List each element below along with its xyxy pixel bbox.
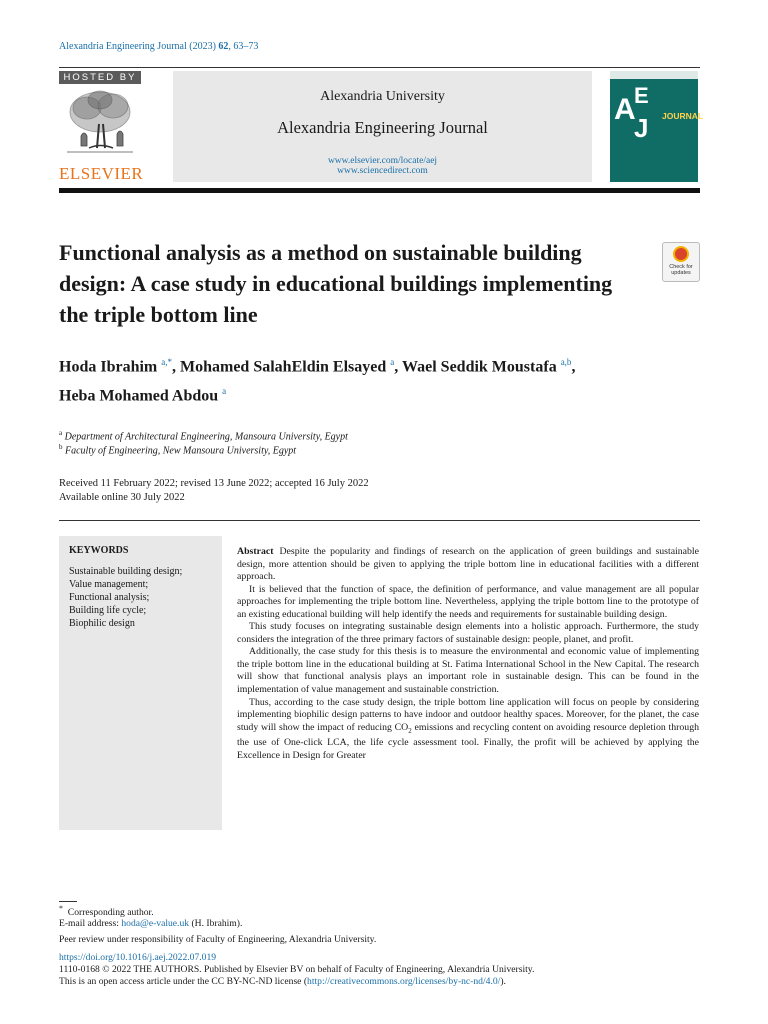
copyright-note: 1110-0168 © 2022 THE AUTHORS. Published by Elsevier BV on behalf of Faculty of Engineering, Alexandria University. xyxy=(59,964,535,975)
author-affiliation-mark[interactable]: a,* xyxy=(161,357,172,367)
author-name[interactable]: Wael Seddik Moustafa xyxy=(402,358,557,376)
check-for-updates-button[interactable] xyxy=(662,242,700,282)
crossmark-label-1: Check for xyxy=(669,264,693,270)
footnote-rule xyxy=(59,901,77,902)
cover-journal-word: JOURNAL xyxy=(662,111,704,121)
journal-citation[interactable]: Alexandria Engineering Journal (2023) 62, 63–73 xyxy=(59,41,259,52)
author-name[interactable]: Heba Mohamed Abdou xyxy=(59,387,219,405)
affiliation: $^b$ Faculty of Engineering, New Mansoura University, Egypt xyxy=(59,443,297,457)
author-affiliation-mark[interactable]: a xyxy=(390,357,395,367)
keywords-heading: KEYWORDS xyxy=(69,545,129,556)
keyword-item: Functional analysis; xyxy=(69,592,150,603)
author-email-link[interactable]: hoda@e-value.uk xyxy=(121,918,190,929)
journal-name: Alexandria Engineering Journal xyxy=(277,118,488,137)
cover-letter-j: J xyxy=(634,113,649,143)
keyword-item: Building life cycle; xyxy=(69,605,147,616)
article-title: Functional analysis as a method on sustainable building design: A case study in educational buildings implementing the triple bottom line xyxy=(59,240,613,327)
crossmark-label-2: updates xyxy=(671,270,691,276)
available-online-date: Available online 30 July 2022 xyxy=(59,492,185,503)
author-name[interactable]: Hoda Ibrahim xyxy=(59,358,158,376)
author-affiliation-mark[interactable]: a xyxy=(222,386,227,397)
header-thick-rule xyxy=(59,188,700,193)
elsevier-wordmark[interactable]: ELSEVIER xyxy=(59,164,144,183)
keyword-item: Sustainable building design; xyxy=(69,566,183,577)
abstract-paragraph: Abstract Despite the popularity and findings of research on the application of green buildings and sustainable design, more attention should be given to applying the triple bottom line in educational facilities with a different approach. xyxy=(237,546,699,583)
elsevier-url-link[interactable]: www.elsevier.com/locate/aej xyxy=(327,156,438,166)
email-note: E-mail address: hoda@e-value.uk (H. Ibrahim). xyxy=(59,918,243,929)
received-dates: Received 11 February 2022; revised 13 June 2022; accepted 16 July 2022 xyxy=(59,478,369,489)
section-rule xyxy=(59,520,700,521)
hosted-by-label: HOSTED BY xyxy=(59,71,141,84)
university-name: Alexandria University xyxy=(320,89,445,104)
keyword-item: Biophilic design xyxy=(69,618,135,629)
abstract-paragraph: Additionally, the case study for this thesis is to measure the environmental and economic value of implementing the triple bottom line in the educational building at St. Fatima International School in the New Capital. The research will show that functional analysis plays an important role in sustainable design. This can be found in the implementation of value management and sustainable constriction. xyxy=(237,646,699,696)
affiliation: $^a$ Department of Architectural Engineering, Mansoura University, Egypt xyxy=(59,429,348,443)
cover-letter-a: A xyxy=(614,93,636,126)
author-affiliation-mark[interactable]: a,b xyxy=(560,357,572,367)
crossmark-icon xyxy=(673,246,689,262)
doi-link[interactable]: https://doi.org/10.1016/j.aej.2022.07.019 xyxy=(59,952,217,963)
abstract-paragraph: This study focuses on integrating sustainable design elements into a holistic approach. Furthermore, the study considers the integration of the three primary factors of sustainable design: people, planet, and profit. xyxy=(237,621,699,645)
elsevier-tree-logo xyxy=(59,88,141,158)
peer-review-note: Peer review under responsibility of Faculty of Engineering, Alexandria University. xyxy=(59,934,377,945)
abstract-paragraph: Thus, according to the case study design, the triple bottom line application will focus on people by considering implementing biophilic design patterns to have indoor and outdoor healthy spaces. Moreover, for the planet, the case study will show the impact of reducing $CO_2$ emissions and recycling content on avoiding resource depletion through the use of One-click LCA, the life cycle assessment tool. Finally, the profit will be achieved by applying the Excellence in Design for Greater xyxy=(237,696,699,761)
sciencedirect-url-link[interactable]: www.sciencedirect.com xyxy=(337,166,428,176)
cover-letter-e: E xyxy=(634,83,649,108)
journal-cover-thumbnail[interactable] xyxy=(610,71,704,182)
author-list: Hoda Ibrahim $^{a,*}$, Mohamed SalahEldin Elsayed $^a$, Wael Seddik Moustafa $^{a,b}$, Heba Mohamed Abdou $^a$ xyxy=(59,357,576,405)
keyword-item: Value management; xyxy=(69,579,149,590)
cover-top-stripe xyxy=(610,71,698,79)
abstract-section xyxy=(237,546,699,762)
header-rule xyxy=(59,67,700,68)
abstract-label: Abstract xyxy=(237,546,274,557)
license-note: This is an open access article under the CC BY-NC-ND license (http://creativecommons.org/licenses/by-nc-nd/4.0/). xyxy=(59,976,506,987)
corresponding-author-note: * Corresponding author. xyxy=(59,904,154,919)
license-link[interactable]: http://creativecommons.org/licenses/by-nc-nd/4.0/ xyxy=(307,976,501,987)
abstract-paragraph: It is believed that the function of space, the definition of performance, and value management are all popular approaches for implementing the triple bottom line. Nevertheless, applying the triple bottom line to the prototype of an existing educational building will help identify the needs and requirements for sustainable building design. xyxy=(237,583,699,620)
author-name[interactable]: Mohamed SalahEldin Elsayed xyxy=(180,358,387,376)
